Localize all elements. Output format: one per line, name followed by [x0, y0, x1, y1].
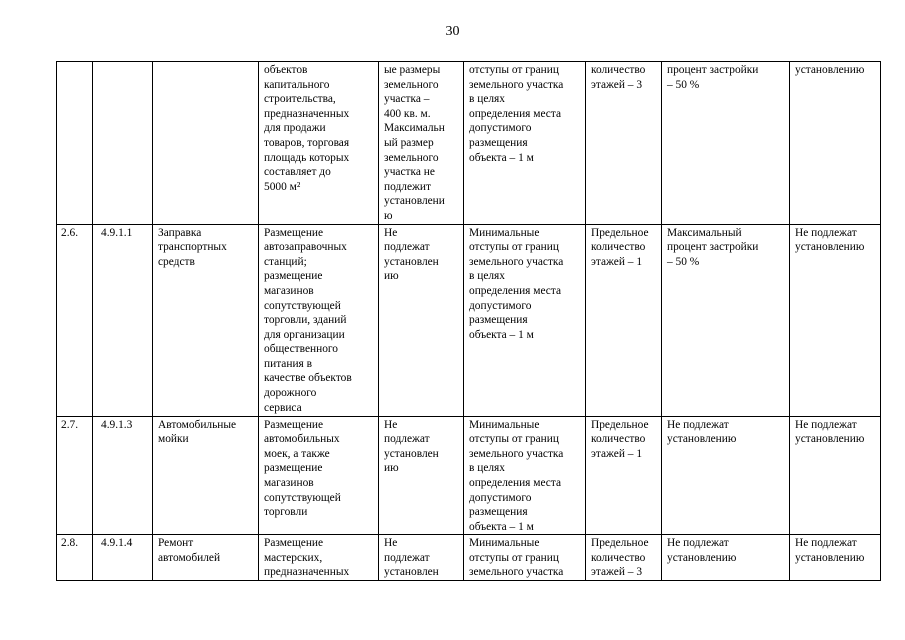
setbacks-cell: Минимальные отступы от границ земельного участка в целях определения места допустимого размещения объекта – 1 м	[464, 416, 586, 535]
table-row	[57, 224, 881, 416]
other-limits-cell: Не подлежат установлению	[790, 535, 881, 581]
coverage-cell: Не подлежат установлению	[662, 416, 790, 535]
description-cell: Размещение автомобильных моек, а также размещение магазинов сопутствующей торговли	[259, 416, 379, 535]
table-row	[57, 416, 881, 535]
floors-cell: количество этажей – 3	[586, 62, 662, 225]
land-use-name-cell: Заправка транспортных средств	[153, 224, 259, 416]
plot-size-cell: Не подлежат установлен ию	[379, 416, 464, 535]
description-cell: Размещение мастерских, предназначенных	[259, 535, 379, 581]
land-use-name-cell: Автомобильные мойки	[153, 416, 259, 535]
land-use-code-cell	[93, 62, 153, 225]
coverage-cell: Не подлежат установлению	[662, 535, 790, 581]
zoning-regulations-table	[56, 61, 881, 581]
plot-size-cell: Не подлежат установлен ию	[379, 224, 464, 416]
coverage-cell: Максимальный процент застройки – 50 %	[662, 224, 790, 416]
row-number-cell	[57, 62, 93, 225]
row-number-cell: 2.6.	[57, 224, 93, 416]
land-use-code-cell: 4.9.1.4	[93, 535, 153, 581]
row-number-cell: 2.8.	[57, 535, 93, 581]
floors-cell: Предельное количество этажей – 1	[586, 224, 662, 416]
setbacks-cell: Минимальные отступы от границ земельного участка в целях определения места допустимого размещения объекта – 1 м	[464, 224, 586, 416]
other-limits-cell: установлению	[790, 62, 881, 225]
table-row	[57, 535, 881, 581]
other-limits-cell: Не подлежат установлению	[790, 224, 881, 416]
land-use-name-cell: Ремонт автомобилей	[153, 535, 259, 581]
setbacks-cell: отступы от границ земельного участка в целях определения места допустимого размещения объекта – 1 м	[464, 62, 586, 225]
floors-cell: Предельное количество этажей – 1	[586, 416, 662, 535]
page-number: 30	[445, 24, 460, 39]
other-limits-cell: Не подлежат установлению	[790, 416, 881, 535]
coverage-cell: процент застройки – 50 %	[662, 62, 790, 225]
table-row	[57, 62, 881, 225]
row-number-cell: 2.7.	[57, 416, 93, 535]
land-use-name-cell	[153, 62, 259, 225]
land-use-code-cell: 4.9.1.1	[93, 224, 153, 416]
plot-size-cell: ые размеры земельного участка – 400 кв. м. Максимальн ый размер земельного участка не подлежит установлени ю	[379, 62, 464, 225]
description-cell: Размещение автозаправочных станций; размещение магазинов сопутствующей торговли, зданий для организации общественного питания в качестве объектов дорожного сервиса	[259, 224, 379, 416]
plot-size-cell: Не подлежат установлен	[379, 535, 464, 581]
description-cell: объектов капитального строительства, предназначенных для продажи товаров, торговая площадь которых составляет до 5000 м²	[259, 62, 379, 225]
setbacks-cell: Минимальные отступы от границ земельного участка	[464, 535, 586, 581]
land-use-code-cell: 4.9.1.3	[93, 416, 153, 535]
floors-cell: Предельное количество этажей – 3	[586, 535, 662, 581]
